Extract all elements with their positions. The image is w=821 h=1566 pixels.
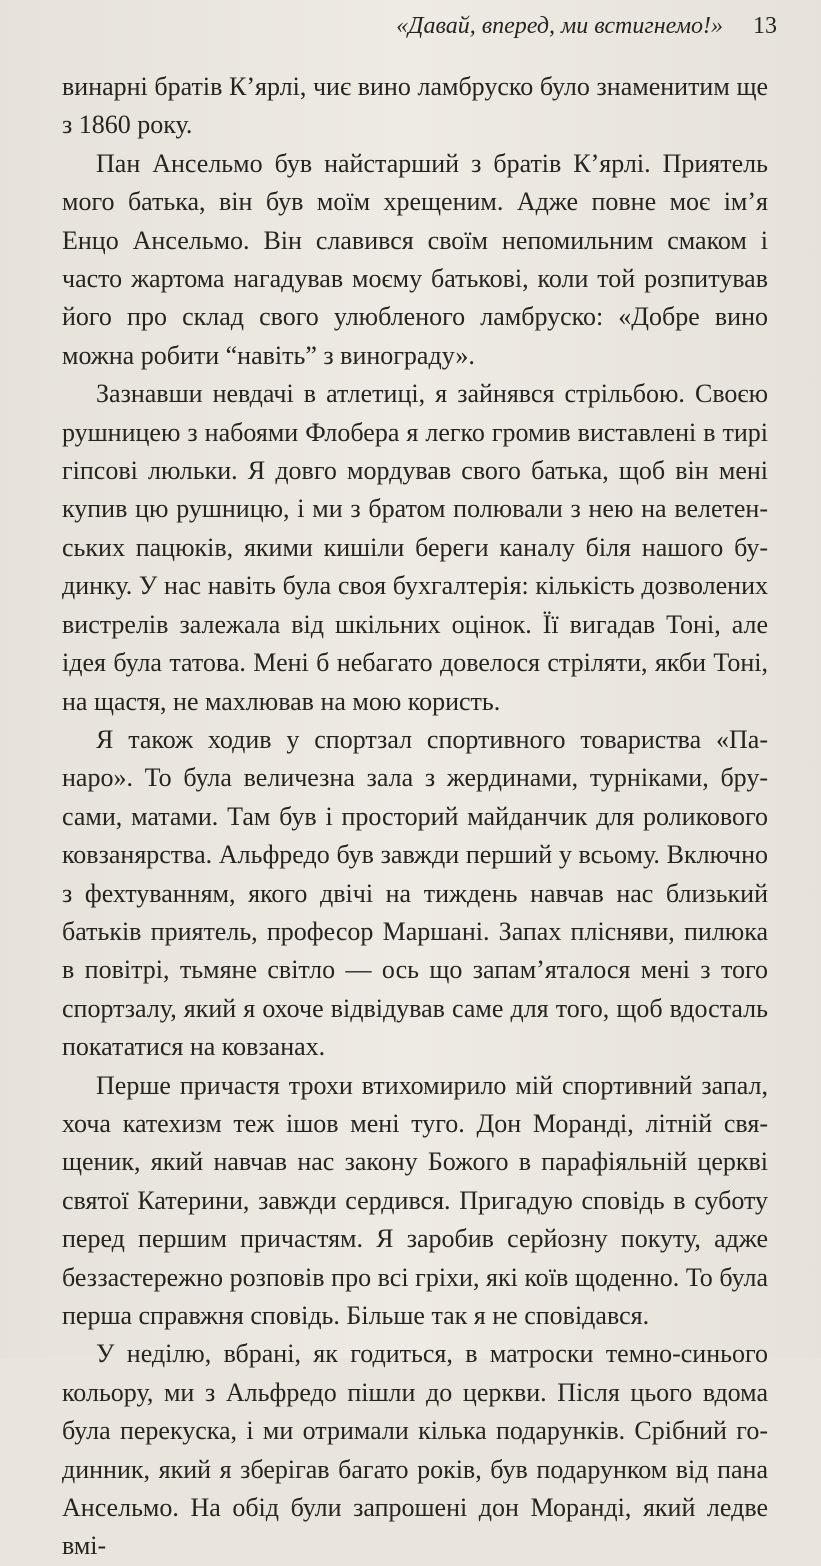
paragraph-continuation: винарні братів К’ярлі, чиє вино ламбруско було знаменитим ще з 1860 року. <box>62 72 768 140</box>
paragraph-shooting: Зазнавши невдачі в атлетиці, я зайнявся стрільбою. Своєю рушницею з набоями Флобера я легко громив виставлені в тирі гіпсові люльки. Я довго мордував свого батька, щоб він мені купив цю рушницю, і ми з братом полювали з нею на велетенських пацюків, якими кишіли береги каналу біля нашого будинку. У нас навіть була своя бухгалтерія: кількість дозволених вистрелів залежала від шкільних оцінок. Її вигадав Тоні, але ідея була татова. Мені б небагато довелося стріляти, якби Тоні, на щастя, не махлював на мою користь. <box>62 379 768 716</box>
paragraph-gym: Я також ходив у спортзал спортивного товариства «Панаро». То була величезна зала з жердинами, турніками, брусами, матами. Там був і просторий майданчик для роликового ковзанярства. Альфредо був завжди перший у всьому. Включно з фехтуванням, якого двічі на тиждень навчав нас близький батьків приятель, професор Маршані. Запах плісняви, пилюка в повітрі, тьмяне світло — ось що запам’яталося мені з того спортзалу, який я охоче відвідував саме для того, щоб вдосталь покататися на ковзанах. <box>62 724 768 1062</box>
paragraph-sunday: У неділю, вбрані, як годиться, в матроски темно-синього кольору, ми з Альфредо пішли до церкви. Після цього вдома була перекуска, і ми отримали кілька подарунків. Срібний годинник, який я зберігав багато років, був подарунком від пана Ансельмо. На обід були запрошені дон Моранді, який ледве вмі- <box>62 1339 768 1561</box>
running-header <box>396 10 777 42</box>
page-number: 13 <box>753 13 777 39</box>
paragraph-ansel-mo: Пан Ансельмо був найстарший з братів К’ярлі. Приятель мого батька, він був моїм хрещеним. Адже повне моє ім’я Енцо Ансельмо. Він славився своїм непомильним смаком і часто жартома нагадував моєму батькові, коли той розпитував його про склад свого улюбленого ламбруско: «Добре вино можна робити “навіть” з винограду». <box>62 148 768 370</box>
paragraph-first-communion: Перше причастя трохи втихомирило мій спортивний запал, хоча катехизм теж ішов мені туго. Дон Моранді, літній священик, який навчав нас закону Божого в парафіяльній церкві святої Катерини, завжди сердився. Пригадую сповідь в суботу перед першим причастям. Я заробив серйозну покуту, адже беззастережно розповів про всі гріхи, які коїв щоденно. То була перша справжня сповідь. Більше так я не сповідався. <box>62 1070 768 1330</box>
running-title: «Давай, вперед, ми встигнемо!» <box>396 13 723 39</box>
body-text <box>62 68 768 1566</box>
